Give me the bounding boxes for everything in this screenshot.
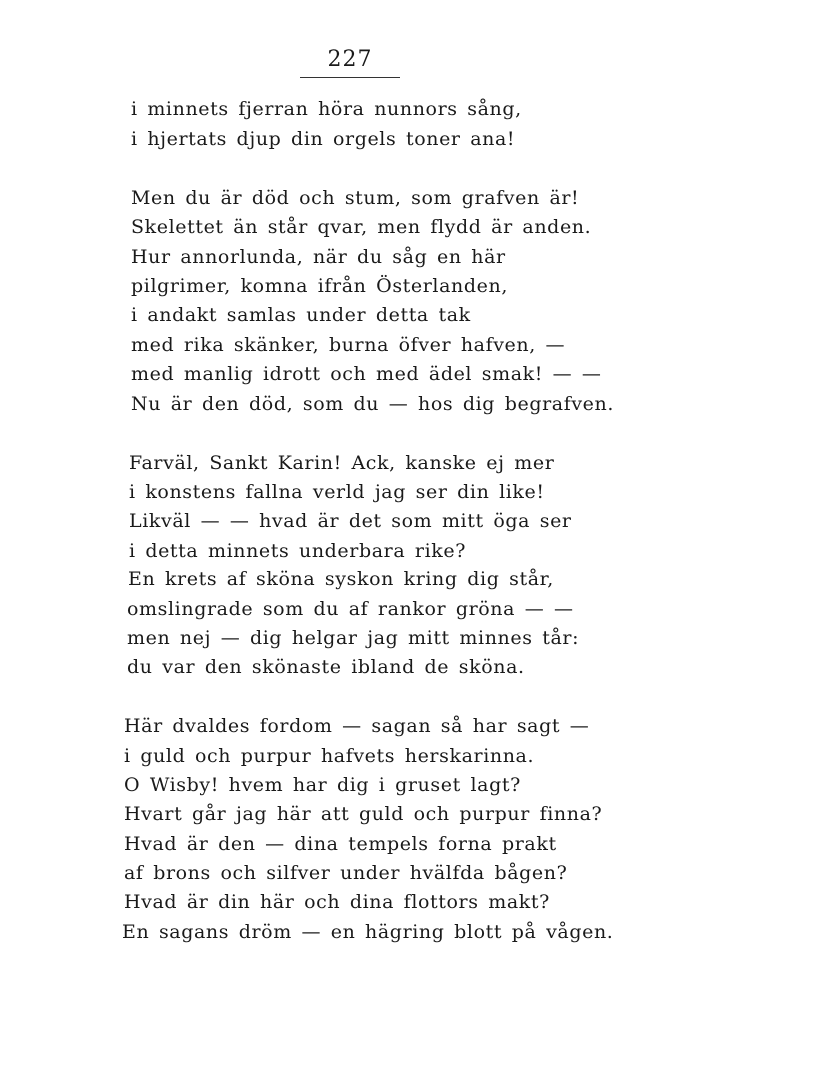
poem-line: En sagans dröm — en hägring blott på vågen. (122, 921, 614, 943)
poem-line: i andakt samlas under detta tak (131, 304, 471, 326)
poem-line: pilgrimer, komna ifrån Österlanden, (131, 275, 508, 297)
page-number: 227 (327, 47, 373, 72)
poem-line: omslingrade som du af rankor gröna — — (127, 598, 574, 620)
poem-line: Farväl, Sankt Karin! Ack, kanske ej mer (129, 452, 555, 474)
poem-line: i detta minnets underbara rike? (129, 540, 467, 562)
poem-line: Skelettet än står qvar, men flydd är anden. (131, 216, 592, 238)
poem-line: af brons och silfver under hvälfda bågen? (124, 862, 568, 884)
poem-line: Hvad är den — dina tempels forna prakt (124, 833, 557, 855)
poem-line: med rika skänker, burna öfver hafven, — (131, 334, 566, 356)
poem-line: du var den skönaste ibland de sköna. (127, 656, 525, 678)
poem-line: En krets af sköna syskon kring dig står, (128, 568, 554, 590)
poem-line: Men du är död och stum, som grafven är! (131, 187, 580, 209)
poem-line: Hur annorlunda, när du såg en här (131, 246, 506, 268)
poem-line: Likväl — — hvad är det som mitt öga ser (129, 510, 572, 532)
poem-line: O Wisby! hvem har dig i gruset lagt? (124, 774, 521, 796)
poem-line: i guld och purpur hafvets herskarinna. (124, 745, 535, 767)
poem-line: i minnets fjerran höra nunnors sång, (131, 98, 522, 120)
poem-line: Nu är den död, som du — hos dig begrafven. (131, 393, 614, 415)
poem-line: men nej — dig helgar jag mitt minnes tår: (127, 627, 580, 649)
poem-line: Hvad är din här och dina flottors makt? (124, 891, 550, 913)
poem-line: i hjertats djup din orgels toner ana! (131, 128, 516, 150)
poem-line: i konstens fallna verld jag ser din like! (129, 481, 545, 503)
poem-line: med manlig idrott och med ädel smak! — — (131, 363, 602, 385)
poem-line: Här dvaldes fordom — sagan så har sagt — (124, 715, 590, 737)
poem-line: Hvart går jag här att guld och purpur finna? (124, 803, 603, 825)
